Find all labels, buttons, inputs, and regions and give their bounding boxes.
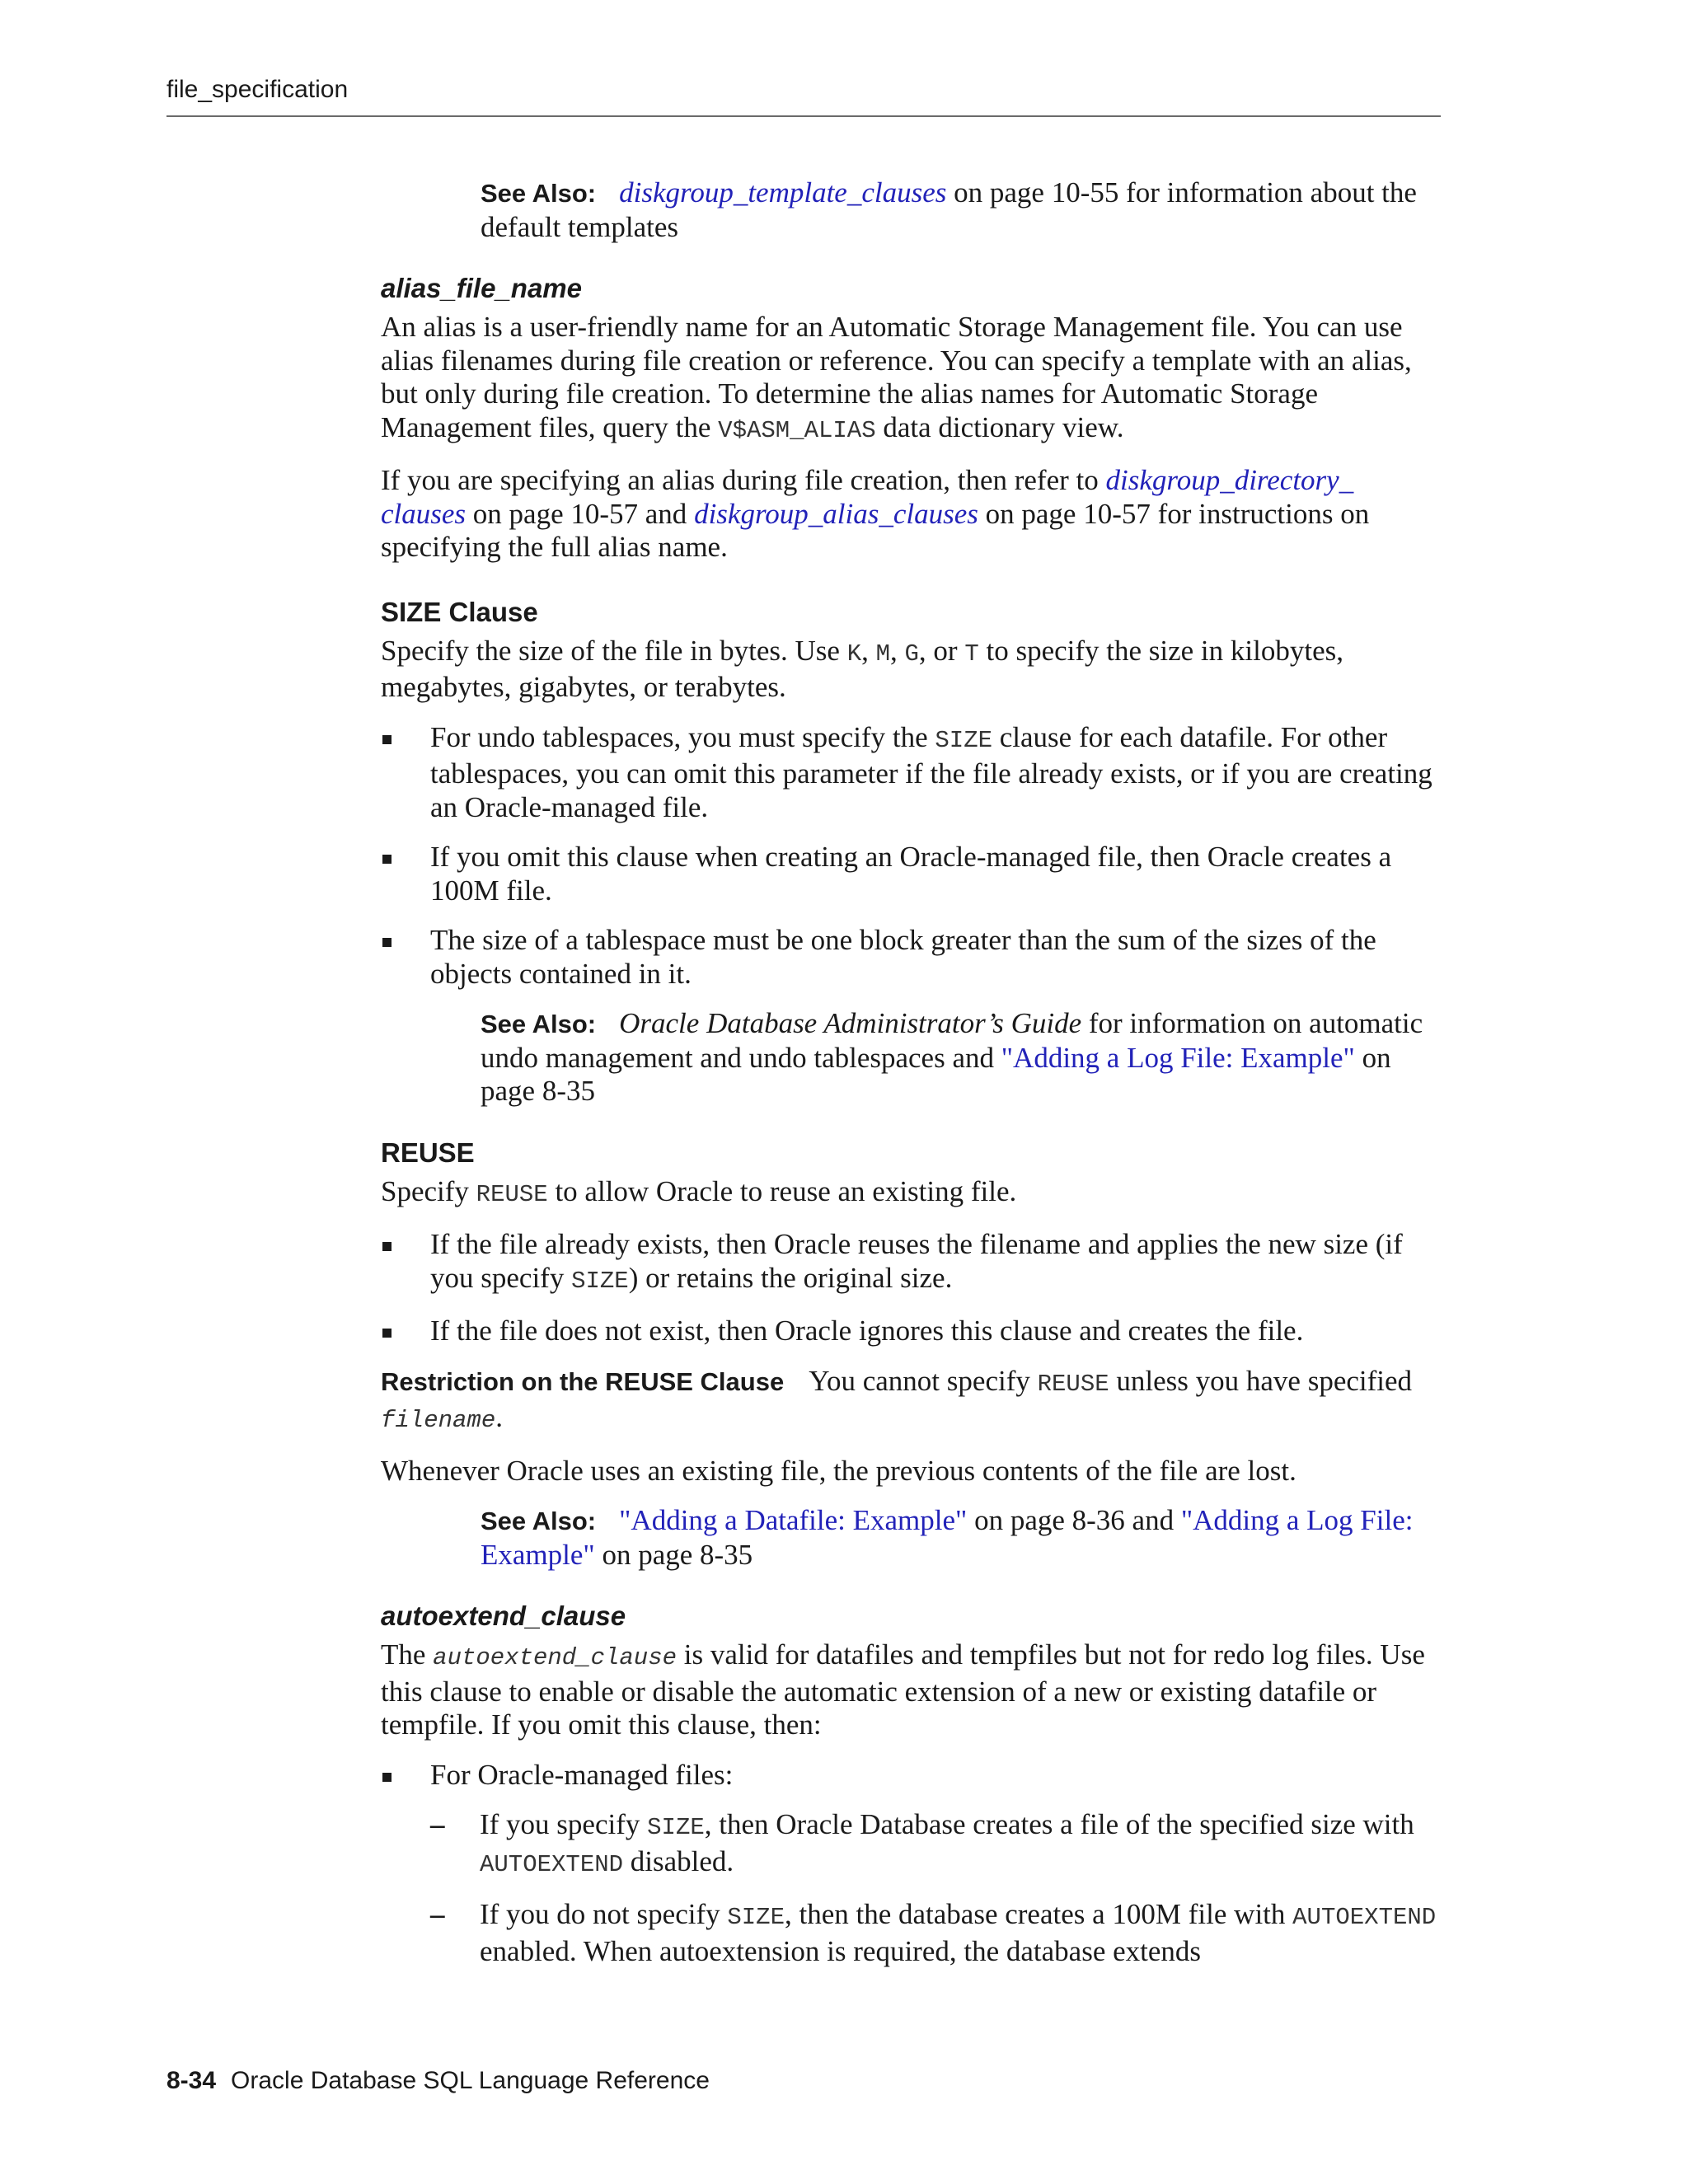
bullet-list bbox=[381, 721, 1444, 991]
see-also-label: See Also: bbox=[481, 1010, 597, 1038]
list-item: If the file does not exist, then Oracle ignores this clause and creates the file. bbox=[381, 1315, 1444, 1348]
book-title-footer: Oracle Database SQL Language Reference bbox=[231, 2067, 710, 2094]
restriction-paragraph: Restriction on the REUSE Clause You cannot specify REUSE unless you have specified filename. bbox=[381, 1364, 1413, 1434]
link-adding-datafile-example[interactable]: "Adding a Datafile: Example" bbox=[619, 1504, 968, 1536]
paragraph: The autoextend_clause is valid for datafiles and tempfiles but not for redo log files. Use this clause to enable or disable the automatic extension of a new or existing datafile or tempfile. If you omit this clause, then: bbox=[381, 1638, 1425, 1741]
see-also-note: See Also: diskgroup_template_clauses on page 10-55 for information about the default templates bbox=[481, 176, 1417, 243]
see-also-label: See Also: bbox=[481, 1507, 597, 1535]
link-diskgroup-alias-clauses[interactable]: diskgroup_alias_clauses bbox=[694, 497, 978, 530]
bullet-list bbox=[381, 1228, 1444, 1348]
running-head: file_specification bbox=[166, 76, 349, 103]
bullet-list bbox=[381, 1759, 1444, 1969]
paragraph: Specify REUSE to allow Oracle to reuse an existing file. bbox=[381, 1174, 1017, 1208]
link-diskgroup-directory-clauses[interactable]: diskgroup_directory_ clauses bbox=[381, 464, 1354, 530]
dash-list bbox=[430, 1808, 1444, 1968]
list-item: – If you specify SIZE, then Oracle Database creates a file of the specified size with AUTOEXTEND disabled. bbox=[430, 1808, 1444, 1882]
code-term: V$ASM_ALIAS bbox=[718, 416, 876, 444]
restriction-label: Restriction on the REUSE Clause bbox=[381, 1366, 785, 1396]
list-item: If you omit this clause when creating an Oracle-managed file, then Oracle creates a 100M file. bbox=[381, 841, 1444, 907]
see-also-label: See Also: bbox=[481, 179, 597, 208]
paragraph: If you are specifying an alias during file creation, then refer to diskgroup_directory_ clauses on page 10-57 and diskgroup_alias_clauses on page 10-57 for instructions on specifying the full alias name. bbox=[381, 464, 1370, 563]
see-also-note: See Also: Oracle Database Administrator’s Guide for information on automatic undo management and undo tablespaces and "Adding a Log File: Example" on page 8-35 bbox=[481, 1007, 1423, 1107]
paragraph: An alias is a user-friendly name for an Automatic Storage Management file. You can use alias filenames during file creation or reference. You can specify a template with an alias, but only during file creation. To determine the alias names for Automatic Storage Management files, query the V$ASM_ALIAS data dictionary view. bbox=[381, 311, 1412, 444]
link-diskgroup-template-clauses[interactable]: diskgroup_template_clauses bbox=[619, 176, 947, 209]
section-heading-alias-file-name: alias_file_name bbox=[381, 273, 582, 303]
link-adding-log-file-example[interactable]: "Adding a Log File: Example" bbox=[481, 1504, 1414, 1571]
list-item: If the file already exists, then Oracle reuses the filename and applies the new size (if you specify SIZE) or retains the original size. bbox=[381, 1228, 1444, 1298]
section-heading-autoextend-clause: autoextend_clause bbox=[381, 1601, 626, 1631]
header-rule bbox=[166, 115, 1441, 117]
list-item: The size of a tablespace must be one block greater than the sum of the sizes of the objects contained in it. bbox=[381, 924, 1444, 991]
list-item: For Oracle-managed files: – If you specify SIZE, then Oracle Database creates a file of the specified size with AUTOEXTEND disabled. – If you do not specify SIZE, then the database creates a 100M file with AUTOEXTEND enabled. When autoextension is required, the database extends bbox=[381, 1759, 1444, 1969]
link-adding-log-file-example[interactable]: "Adding a Log File: Example" bbox=[1001, 1041, 1355, 1074]
list-item: – If you do not specify SIZE, then the database creates a 100M file with AUTOEXTEND enabled. When autoextension is required, the database extends bbox=[430, 1898, 1444, 1968]
page-footer bbox=[166, 2067, 710, 2095]
book-title: Oracle Database Administrator’s Guide bbox=[619, 1007, 1082, 1039]
see-also-note: See Also: "Adding a Datafile: Example" on page 8-36 and "Adding a Log File: Example" on page 8-35 bbox=[481, 1504, 1414, 1571]
paragraph: Whenever Oracle uses an existing file, the previous contents of the file are lost. bbox=[381, 1454, 1296, 1487]
section-heading-reuse: REUSE bbox=[381, 1137, 475, 1168]
list-item: For undo tablespaces, you must specify the SIZE clause for each datafile. For other tablespaces, you can omit this parameter if the file already exists, or if you are creating an Oracle-managed file. bbox=[381, 721, 1444, 825]
section-heading-size-clause: SIZE Clause bbox=[381, 596, 538, 627]
paragraph: Specify the size of the file in bytes. Use K, M, G, or T to specify the size in kilobytes, megabytes, gigabytes, or terabytes. bbox=[381, 634, 1343, 703]
page-body bbox=[381, 176, 1444, 1985]
page-number: 8-34 bbox=[166, 2067, 217, 2094]
